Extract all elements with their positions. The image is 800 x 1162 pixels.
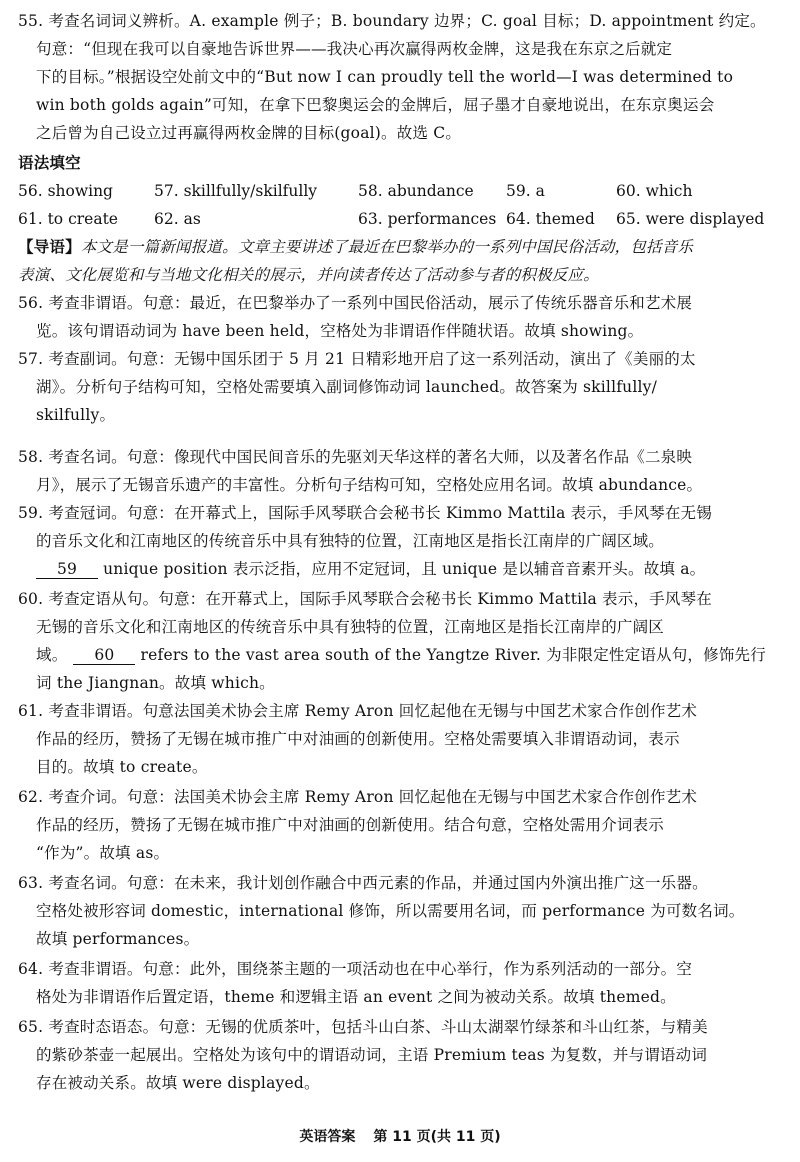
q61-line-3: 目的。故填 to create。: [36, 758, 208, 776]
q65-line-1: 65. 考查时态语态。句意：无锡的优质茶叶，包括斗山白茶、斗山太湖翠竹绿茶和斗山红茶，与精美: [18, 1018, 708, 1036]
q62-line-3: “作为”。故填 as。: [36, 844, 170, 862]
guide-line-1: [18, 236, 693, 258]
q55-line-1: 55. 考查名词词义辨析。A. example 例子；B. boundary 边界；C. goal 目标；D. appointment 约定。: [18, 12, 766, 30]
page-footer: [0, 1126, 800, 1146]
answer-65: 65. were displayed: [616, 210, 765, 228]
q59-line-3-text: unique position 表示泛指，应用不定冠词，且 unique 是以辅音音素开头。故填 a。: [98, 560, 706, 578]
answer-60: 60. which: [616, 182, 693, 200]
q59-line-1: 59. 考查冠词。句意：在开幕式上，国际手风琴联合会秘书长 Kimmo Mattila 表示，手风琴在无锡: [18, 504, 712, 522]
blank-59: 59: [36, 560, 98, 579]
answer-63: 63. performances: [358, 210, 497, 228]
footer-page-number: 第 11 页(共 11 页): [373, 1129, 501, 1145]
q59-line-2: 的音乐文化和江南地区的传统音乐中具有独特的位置，江南地区是指长江南岸的广阔区域。: [36, 532, 665, 550]
q60-line-2: 无锡的音乐文化和江南地区的传统音乐中具有独特的位置，江南地区是指长江南岸的广阔区: [36, 618, 665, 636]
q63-line-3: 故填 performances。: [36, 930, 200, 948]
q57-line-3: skilfully。: [36, 406, 116, 424]
q55-line-5: 之后曾为自己设立过再赢得两枚金牌的目标(goal)。故选 C。: [36, 124, 462, 142]
q64-line-2: 格处为非谓语作后置定语，theme 和逻辑主语 an event 之间为被动关系。故填 themed。: [36, 988, 676, 1006]
q55-line-4: win both golds again”可知，在拿下巴黎奥运会的金牌后，屈子墨才自豪地说出，在东京奥运会: [36, 96, 715, 114]
blank-60: 60: [73, 646, 135, 665]
answer-56: 56. showing: [18, 182, 113, 200]
q63-line-1: 63. 考查名词。句意：在未来，我计划创作融合中西元素的作品，并通过国内外演出推广这一乐器。: [18, 874, 708, 892]
q60-line-3: [36, 644, 766, 666]
q61-line-2: 作品的经历，赞扬了无锡在城市推广中对油画的创新使用。空格处需要填入非谓语动词，表示: [36, 730, 680, 748]
q60-line-4: 词 the Jiangnan。故填 which。: [36, 674, 275, 692]
answer-61: 61. to create: [18, 210, 118, 228]
guide-tag: 【导语】: [18, 237, 81, 256]
answer-62: 62. as: [154, 210, 201, 228]
q60-line-3-rest: refers to the vast area south of the Yangtze River. 为非限定性定语从句，修饰先行: [135, 646, 766, 664]
q61-line-1: 61. 考查非谓语。句意法国美术协会主席 Remy Aron 回忆起他在无锡与中国艺术家合作创作艺术: [18, 702, 698, 720]
answer-59: 59. a: [506, 182, 545, 200]
section-title: 语法填空: [18, 154, 81, 172]
q56-line-1: 56. 考查非谓语。句意：最近，在巴黎举办了一系列中国民俗活动，展示了传统乐器音乐和艺术展: [18, 294, 693, 312]
q63-line-2: 空格处被形容词 domestic，international 修饰，所以需要用名词，而 performance 为可数名词。: [36, 902, 745, 920]
answer-58: 58. abundance: [358, 182, 474, 200]
guide-text-1: 本文是一篇新闻报道。文章主要讲述了最近在巴黎举办的一系列中国民俗活动，包括音乐: [80, 238, 694, 256]
q65-line-3: 存在被动关系。故填 were displayed。: [36, 1074, 320, 1092]
q57-line-2: 湖》。分析句子结构可知，空格处需要填入副词修饰动词 launched。故答案为 skillfully/: [36, 378, 658, 396]
q58-line-2: 月》，展示了无锡音乐遗产的丰富性。分析句子结构可知，空格处应用名词。故填 abundance。: [36, 476, 703, 494]
q60-line-3-start: 域。: [36, 646, 68, 664]
q56-line-2: 览。该句谓语动词为 have been held，空格处为非谓语作伴随状语。故填 showing。: [36, 322, 644, 340]
q62-line-2: 作品的经历，赞扬了无锡在城市推广中对油画的创新使用。结合句意，空格处需用介词表示: [36, 816, 665, 834]
footer-subject: 英语答案: [299, 1129, 356, 1145]
q55-line-2: 句意：“但现在我可以自豪地告诉世界——我决心再次赢得两枚金牌，这是我在东京之后就定: [36, 40, 673, 58]
q62-line-1: 62. 考查介词。句意：法国美术协会主席 Remy Aron 回忆起他在无锡与中国艺术家合作创作艺术: [18, 788, 698, 806]
q55-line-3: 下的目标。”根据设空处前文中的“But now I can proudly tell the world—I was determined to: [36, 68, 734, 86]
q60-line-1: 60. 考查定语从句。句意：在开幕式上，国际手风琴联合会秘书长 Kimmo Mattila 表示，手风琴在: [18, 590, 712, 608]
q57-line-1: 57. 考查副词。句意：无锡中国乐团于 5 月 21 日精彩地开启了这一系列活动，演出了《美丽的太: [18, 350, 696, 368]
q58-line-1: 58. 考查名词。句意：像现代中国民间音乐的先驱刘天华这样的著名大师，以及著名作品《二泉映: [18, 448, 693, 466]
q65-line-2: 的紫砂茶壶一起展出。空格处为该句中的谓语动词，主语 Premium teas 为复数，并与谓语动词: [36, 1046, 708, 1064]
q64-line-1: 64. 考查非谓语。句意：此外，围绕茶主题的一项活动也在中心举行，作为系列活动的一部分。空: [18, 960, 693, 978]
q59-line-3: [36, 558, 705, 580]
answer-64: 64. themed: [506, 210, 595, 228]
guide-line-2: 表演、文化展览和与当地文化相关的展示，并向读者传达了活动参与者的积极反应。: [18, 266, 599, 284]
answer-57: 57. skillfully/skilfully: [154, 182, 318, 200]
